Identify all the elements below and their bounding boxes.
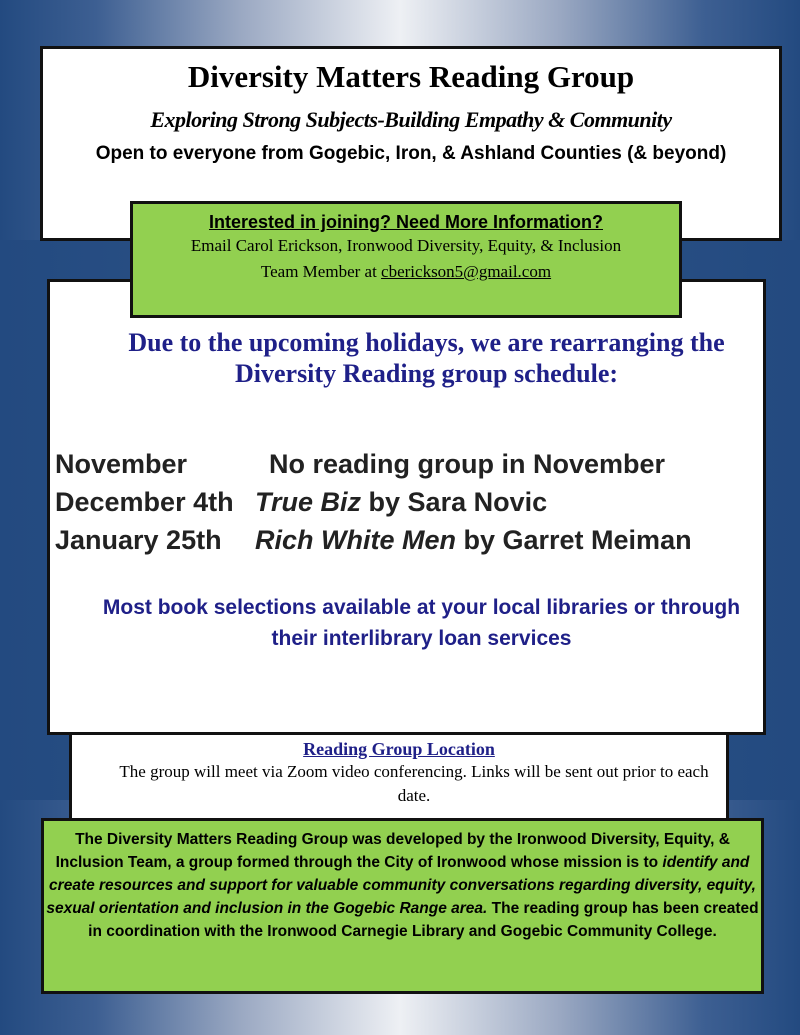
- subtitle: Exploring Strong Subjects-Building Empathy & Community: [150, 107, 672, 132]
- email-link[interactable]: cberickson5@gmail.com: [381, 262, 552, 281]
- schedule-list: [55, 445, 692, 559]
- about-text-1: The Diversity Matters Reading Group was developed by the Ironwood Diversity, Equity, & Inclusion Team, a group formed through the City of Ironwood whose mission is to: [55, 831, 730, 871]
- book-title: Rich White Men: [255, 525, 456, 555]
- schedule-box: [47, 279, 766, 735]
- schedule-text: No reading group in November: [269, 449, 666, 479]
- availability-text: Most book selections available at your local libraries or through their interlibrary loan services: [102, 596, 741, 650]
- schedule-row: [55, 445, 692, 483]
- schedule-row: [55, 483, 692, 521]
- location-text: The group will meet via Zoom video conferencing. Links will be sent out prior to each date.: [119, 762, 709, 805]
- contact-box: [130, 201, 682, 318]
- contact-line2: [133, 259, 679, 285]
- schedule-date: November: [55, 449, 188, 479]
- audience-text: Open to everyone from Gogebic, Iron, & Ashland Counties (& beyond): [95, 143, 727, 164]
- schedule-notice: Due to the upcoming holidays, we are rearranging the Diversity Reading group schedule:: [128, 328, 725, 388]
- page-title: Diversity Matters Reading Group: [187, 59, 635, 94]
- contact-heading: Interested in joining? Need More Information?: [208, 212, 603, 232]
- schedule-date: December 4th: [55, 487, 234, 517]
- schedule-text: by Sara Novic: [361, 487, 548, 517]
- location-box: [69, 733, 729, 820]
- about-mission: identify and create resources and support for valuable community conversations regarding diversity, equity, sexual orientation and inclusion in the Gogebic Range area.: [46, 854, 756, 917]
- about-box: [41, 818, 764, 994]
- schedule-row: [55, 521, 692, 559]
- contact-line1: Email Carol Erickson, Ironwood Diversity, Equity, & Inclusion: [190, 236, 622, 255]
- schedule-date: January 25th: [55, 525, 222, 555]
- about-text-2: The reading group has been created in coordination with the Ironwood Carnegie Library and Gogebic Community College.: [88, 900, 759, 940]
- contact-prefix: Team Member at: [260, 262, 382, 281]
- location-heading: Reading Group Location: [303, 739, 495, 759]
- book-title: True Biz: [255, 487, 362, 517]
- schedule-text: by Garret Meiman: [456, 525, 692, 555]
